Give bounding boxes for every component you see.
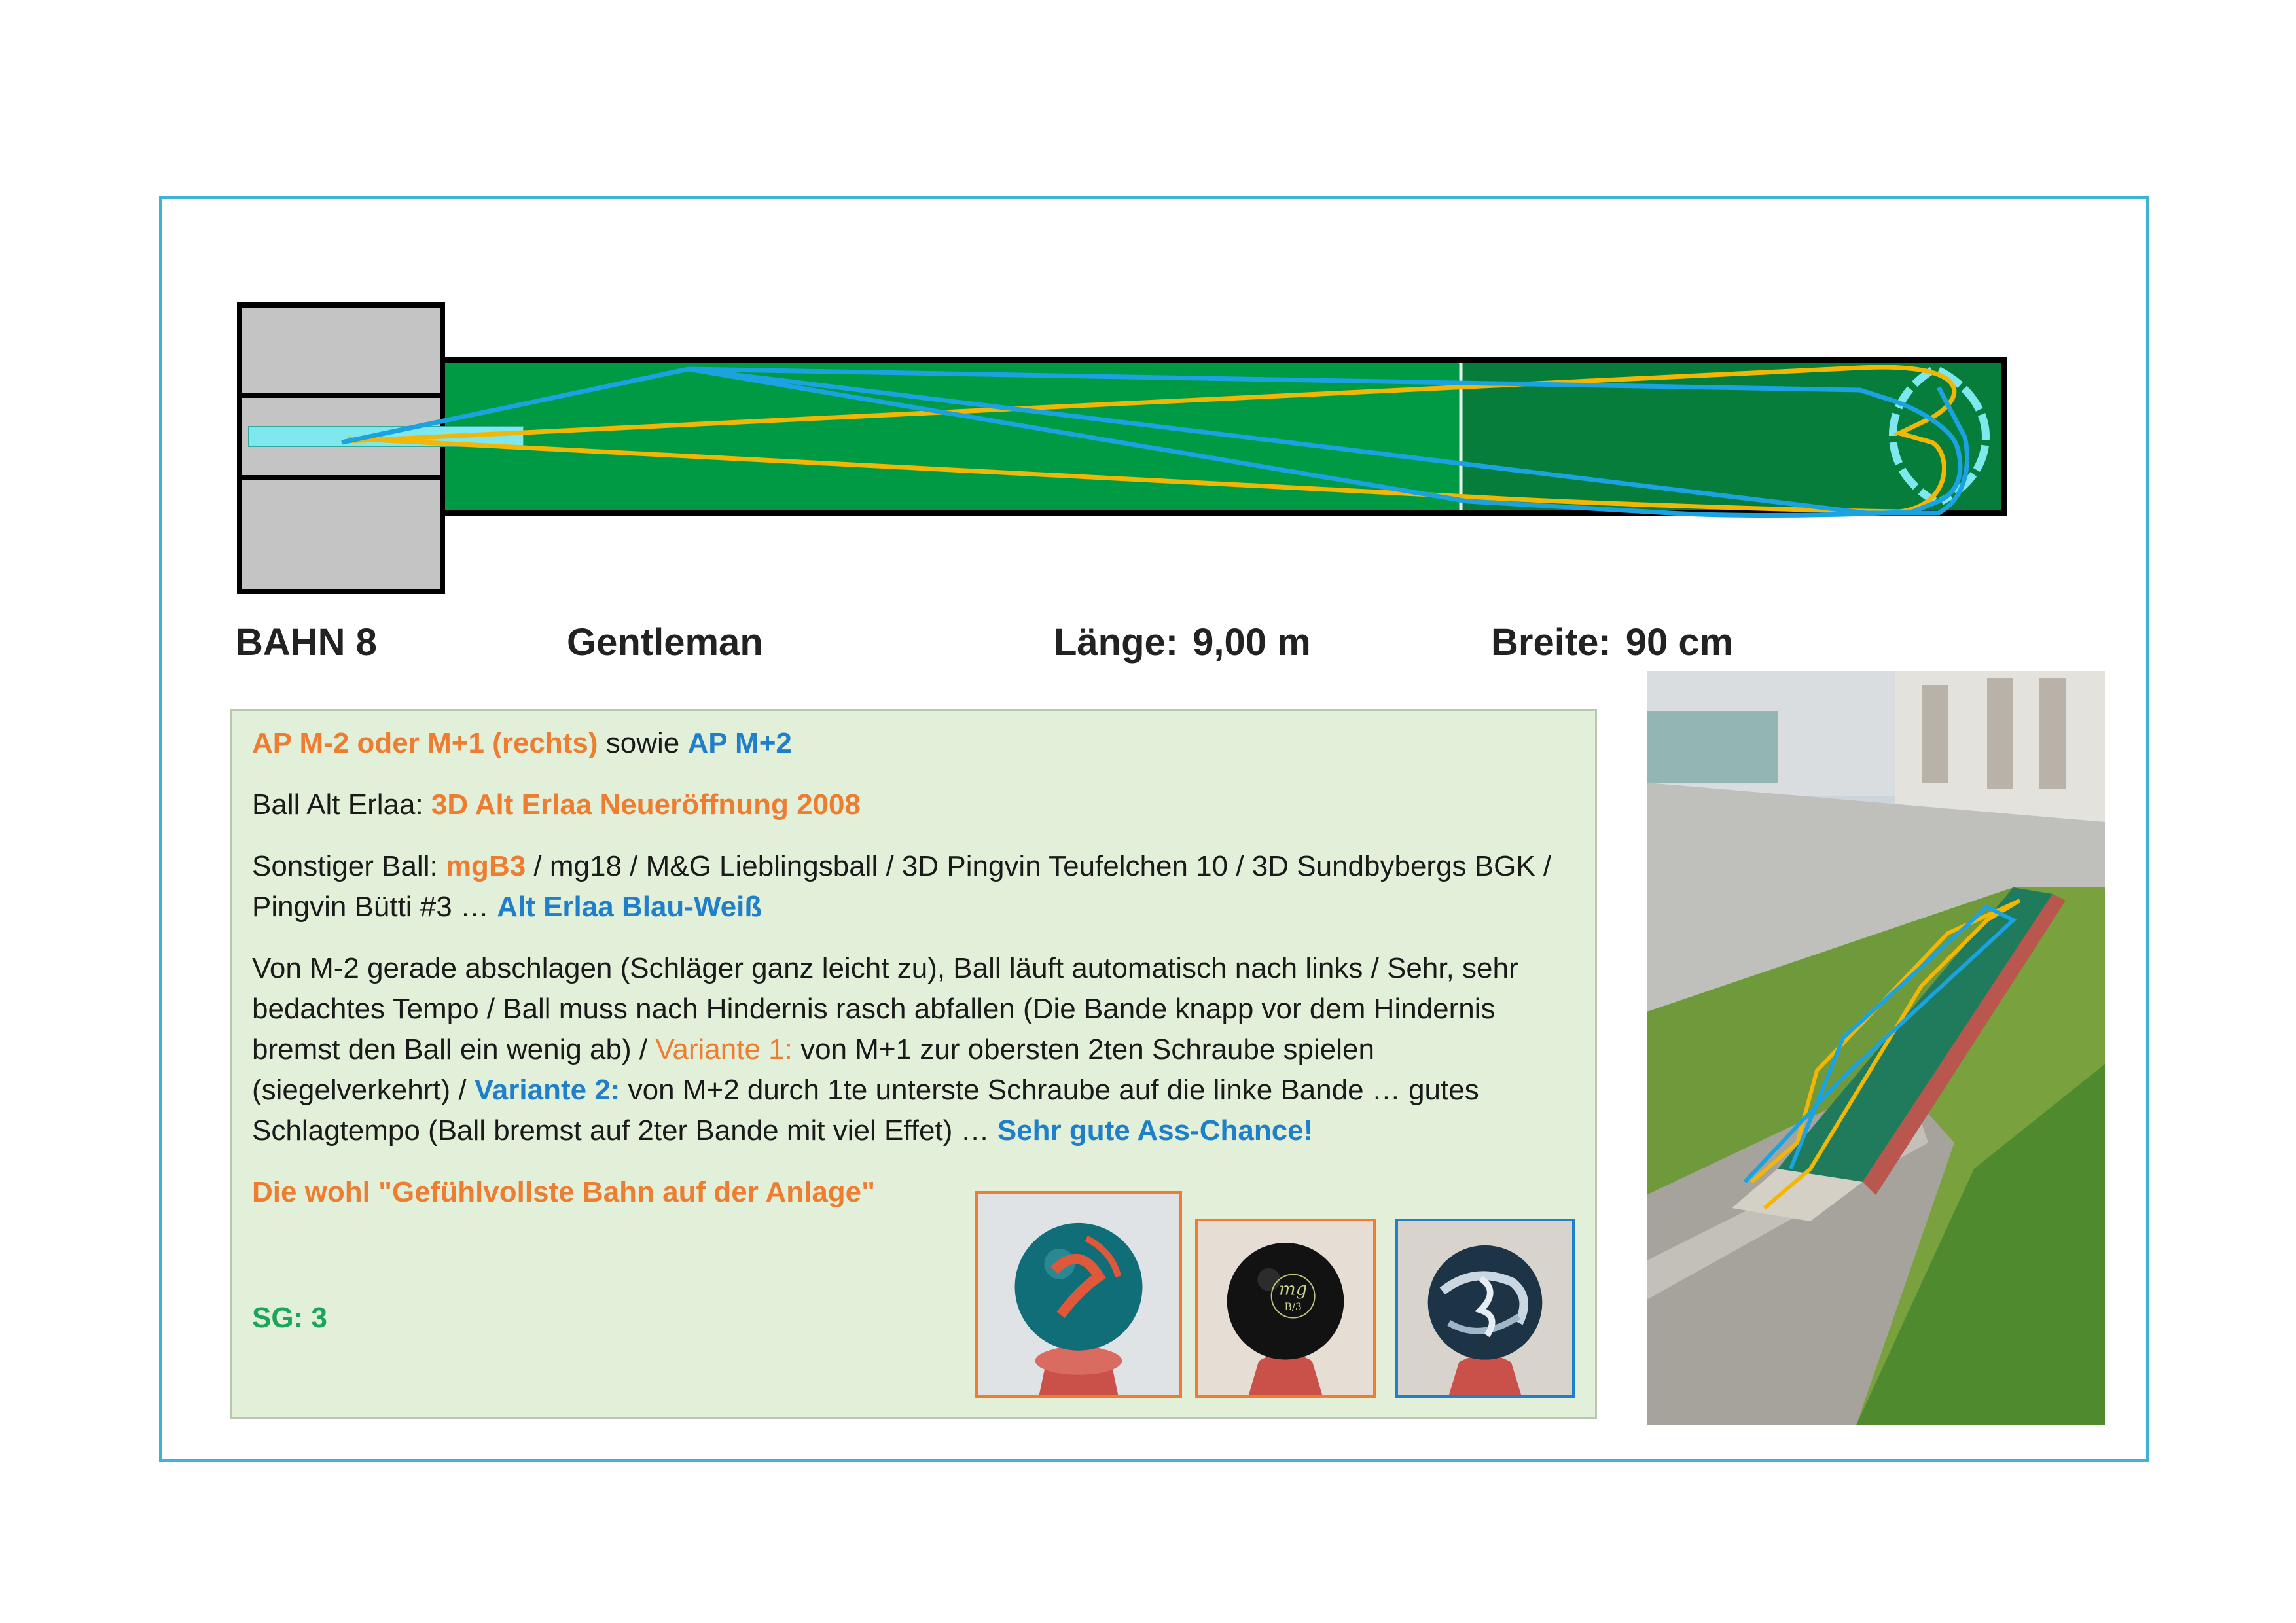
description	[252, 948, 1575, 1151]
ball-mark: mg	[1279, 1279, 1308, 1300]
length-label: Länge:	[1054, 621, 1179, 664]
ass-chance: Sehr gute Ass-Chance!	[997, 1115, 1314, 1147]
other-ball-highlight-end: Alt Erlaa Blau-Weiß	[497, 891, 762, 923]
width-value: 90 cm	[1625, 621, 1734, 664]
ball-mgb3-icon	[1198, 1221, 1373, 1395]
tee-box-top	[240, 305, 442, 395]
ap-connector: sowie	[598, 727, 688, 759]
ball-photo-3	[1395, 1219, 1575, 1398]
other-ball-rest: / mg18 / M&G Lieblingsball / 3D Pingvin Teufelchen 10 / 3D Sundbybergs BGK / Pingvin Bütti #3 …	[252, 850, 1552, 923]
ball-value: 3D Alt Erlaa Neueröffnung 2008	[431, 789, 861, 821]
ball-3d-alt-erlaa-icon	[978, 1194, 1179, 1395]
ap-secondary: AP M+2	[687, 727, 792, 759]
description-part1: Von M-2 gerade abschlagen (Schläger ganz leicht zu), Ball läuft automatisch nach links / Sehr, sehr bedachtes Tempo / Ball muss nach Hindernis rasch abfallen (Die Bande knapp vor dem Hindernis bremst den Ball ein wenig ab) /	[252, 952, 1518, 1065]
lane-diagram	[237, 302, 2007, 597]
lane-photo	[1647, 671, 2105, 1425]
description-part3: von M+2 durch 1te unterste Schraube auf die linke Bande … gutes Schlagtempo (Ball bremst auf 2ter Bande mit viel Effet) …	[252, 1074, 1479, 1147]
variant2-label: Variante 2:	[474, 1074, 620, 1106]
favorite-line: Die wohl "Gefühlvollste Bahn auf der Anlage"	[252, 1176, 875, 1208]
sg-line: SG: 3	[252, 1302, 327, 1334]
info-box	[230, 709, 1597, 1419]
ball-mark-sub: B/3	[1284, 1300, 1302, 1313]
ball-line	[252, 785, 1575, 825]
description-part2: von M+1 zur obersten 2ten Schraube spielen (siegelverkehrt) /	[252, 1033, 1374, 1106]
other-ball-highlight: mgB3	[445, 850, 526, 882]
lane-name: Gentleman	[567, 621, 763, 664]
variant1-label: Variante 1:	[655, 1033, 793, 1065]
ball-photo-1	[975, 1191, 1182, 1398]
lane-number: BAHN 8	[236, 621, 377, 664]
ball-label: Ball Alt Erlaa:	[252, 789, 431, 821]
length-value: 9,00 m	[1193, 621, 1311, 664]
lane-length	[1054, 620, 1311, 664]
ball-photo-2	[1195, 1219, 1376, 1398]
ap-primary: AP M-2 oder M+1 (rechts)	[252, 727, 598, 759]
other-ball-line	[252, 846, 1575, 927]
lane-width	[1491, 620, 1733, 664]
tee-box-bottom	[240, 478, 442, 592]
other-ball-label: Sonstiger Ball:	[252, 850, 446, 882]
width-label: Breite:	[1491, 621, 1611, 664]
lane-photo-icon	[1647, 671, 2105, 1425]
ball-alt-erlaa-blau-weiss-icon	[1398, 1221, 1572, 1395]
ap-line	[252, 723, 1575, 764]
